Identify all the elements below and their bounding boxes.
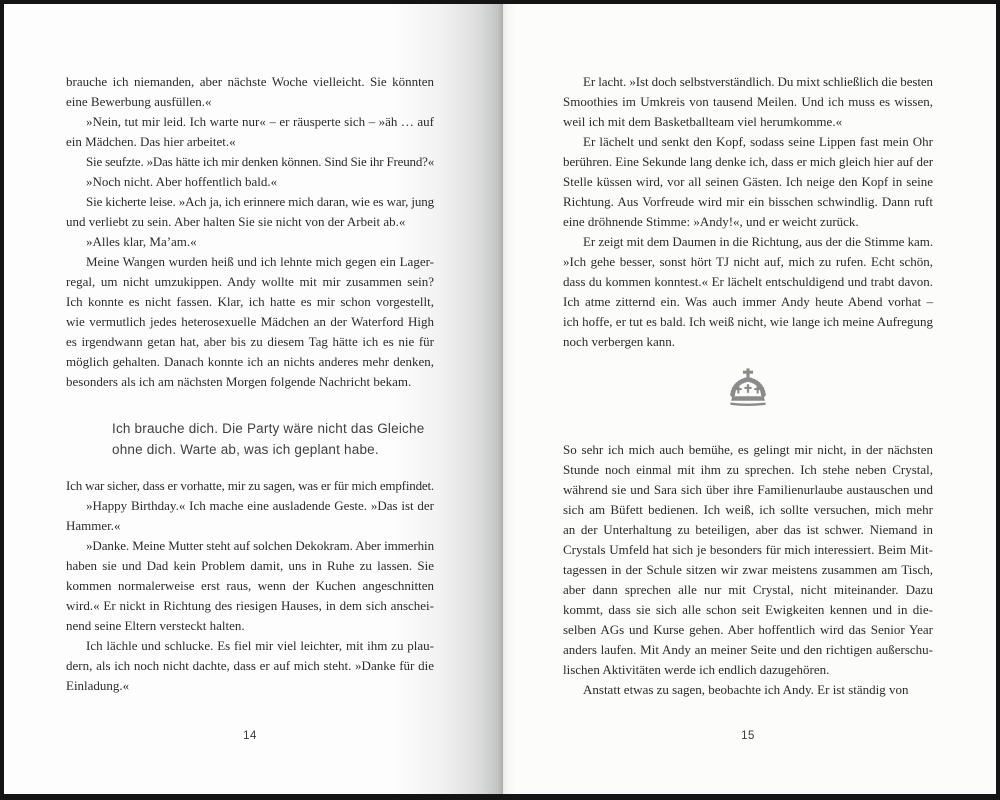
page-left	[4, 4, 503, 794]
text-line: brauche ich niemanden, aber nächste Woche vielleicht. Sie könnten	[66, 74, 434, 89]
text-line: nend seine Eltern versteckt halten.	[66, 618, 245, 633]
text-line: Hammer.«	[66, 518, 121, 533]
text-line: wie vermutlich jedes heterosexuelle Mädchen an der Waterford High	[66, 314, 434, 329]
text-line: wird.« Er nickt in Richtung des riesigen Hauses, in dem sich anschei-	[66, 598, 434, 613]
paragraph	[66, 72, 434, 112]
text-line: Crystals Umfeld hat sich je besonders für mich interessiert. Beim Mit-	[563, 542, 933, 557]
text-line: Er zeigt mit dem Daumen in die Richtung, aus der die Stimme kam.	[583, 234, 934, 249]
text-line: dass du kommen konntest.« Er lächelt entschuldigend und trabt davon.	[563, 274, 933, 289]
text-line: »Noch nicht. Aber hoffentlich bald.«	[86, 174, 278, 189]
text-line: »Alles klar, Ma’am.«	[86, 234, 197, 249]
page-number-left: 14	[243, 730, 257, 742]
text-line: Ich konnte es nicht fassen. Klar, ich hatte es mir schon vorgestellt,	[66, 294, 434, 309]
paragraph	[66, 536, 434, 636]
text-line: kommt, dass sie sich alle schon seit Ewigkeiten kennen und in die-	[563, 602, 933, 617]
paragraph	[66, 252, 434, 392]
text-line: haben sie und Dad kein Problem damit, uns in Ruhe zu lassen. Sie	[66, 558, 434, 573]
text-line: ein Mädchen. Das hier arbeitet.«	[66, 134, 236, 149]
text-line: Er lächelt und senkt den Kopf, sodass seine Lippen fast mein Ohr	[583, 134, 933, 149]
paragraph	[66, 192, 434, 232]
text-line: Sie kicherte leise. »Ach ja, ich erinnere mich daran, wie es war, jung	[86, 194, 435, 209]
text-line: lischen Aktivitäten werde ich endlich dazugehören.	[563, 662, 830, 677]
text-line: noch verbergen kann.	[563, 334, 676, 349]
message-block	[66, 418, 434, 460]
paragraph	[66, 496, 434, 536]
paragraph	[563, 232, 933, 352]
text-line: regal, um nicht umzukippen. Andy wollte mit mir zusammen sein?	[66, 274, 434, 289]
text-line: Ich lächle und schlucke. Es fiel mir viel leichter, mit ihm zu plau-	[86, 638, 434, 653]
text-line: weil ich mit dem Basketballteam viel herumkomme.«	[563, 114, 843, 129]
text-line: berühren. Eine Sekunde lang denke ich, dass er mich gleich hier auf der	[563, 154, 933, 169]
paragraph	[66, 232, 434, 252]
text-line: Richtung. Aus Vorfreude wird mir ein bisschen schwindlig. Dann ruft	[563, 194, 933, 209]
page-left-text	[66, 72, 434, 696]
text-line: während sie und Sara sich über ihre Familienurlaube austauschen und	[563, 482, 933, 497]
text-line: Einladung.«	[66, 678, 130, 693]
book-spread	[4, 4, 996, 794]
paragraph	[563, 72, 933, 132]
text-line: Meine Wangen wurden heiß und ich lehnte mich gegen ein Lager-	[86, 254, 434, 269]
text-line: Ich war sicher, dass er vorhatte, mir zu sagen, was er für mich empfindet.	[66, 478, 435, 493]
text-line: eine dröhnende Stimme: »Andy!«, und er weicht zurück.	[563, 214, 859, 229]
text-line: möglich gehalten. Danach konnte ich an nichts anderes mehr denken,	[66, 354, 434, 369]
text-line: Ich brauche dich. Die Party wäre nicht das Gleiche	[112, 421, 425, 436]
text-line: Stelle küssen wird, vor all seinen Gästen. Ich neige den Kopf in seine	[563, 174, 933, 189]
text-line: und verliebt zu sein. Aber halten Sie sie nicht von der Arbeit ab.«	[66, 214, 406, 229]
text-line: besonders als ich am nächsten Morgen folgende Nachricht bekam.	[66, 374, 412, 389]
text-line: Sie seufzte. »Das hätte ich mir denken können. Sind Sie ihr Freund?«	[86, 154, 434, 169]
text-line: aber dann sprechen alle nur mit Crystal, nicht miteinander. Dazu	[563, 582, 934, 597]
paragraph	[66, 152, 434, 172]
paragraph	[66, 172, 434, 192]
text-line: selben AGs und Kurse gehen. Aber hoffentlich wird das Senior Year	[563, 622, 933, 637]
text-line: Er lacht. »Ist doch selbstverständlich. Du mixt schließlich die besten	[583, 74, 933, 89]
text-line: »Nein, tut mir leid. Ich warte nur« – er räusperte sich – »äh … auf	[86, 114, 434, 129]
text-line: ich hoffe, er tut es bald. Ich weiß nicht, wie lange ich meine Aufregung	[563, 314, 933, 329]
paragraph	[563, 132, 933, 232]
text-line: Smoothies im Umkreis von tausend Meilen. Und ich muss es wissen,	[563, 94, 933, 109]
paragraph	[66, 476, 434, 496]
paragraph	[563, 680, 933, 700]
crown-icon	[726, 366, 770, 410]
text-line: Stunde noch einmal mit ihm zu sprechen. Ich stehe neben Crystal,	[563, 462, 933, 477]
page-number-right: 15	[741, 730, 755, 742]
text-line: »Happy Birthday.« Ich mache eine ausladende Geste. »Das ist der	[86, 498, 434, 513]
text-line: anders laufen. Mit Andy an meiner Seite und den richtigen außerschu-	[563, 642, 933, 657]
text-line: tagessen in der Schule sitzen wir zwar meistens zusammen am Tisch,	[563, 562, 934, 577]
text-line: Anstatt etwas zu sagen, beobachte ich Andy. Er ist ständig von	[583, 682, 909, 697]
paragraph	[66, 112, 434, 152]
text-line: sich am Büfett bedienen. Ich weiß, ich sollte versuchen, mich mehr	[563, 502, 933, 517]
paragraph	[66, 636, 434, 696]
text-line: es irgendwann getan hat, aber bis zu diesem Tag hätte ich es nie für	[66, 334, 434, 349]
page-right	[503, 4, 996, 794]
text-line: So sehr ich mich auch bemühe, es gelingt mir nicht, in der nächsten	[563, 442, 933, 457]
page-right-text	[563, 72, 933, 700]
text-line: eine Bewerbung ausfüllen.«	[66, 94, 212, 109]
text-line: ohne dich. Warte ab, was ich geplant habe.	[112, 442, 379, 457]
text-line: dern, als ich noch nicht dachte, dass er auf mich steht. »Danke für die	[66, 658, 434, 673]
section-divider	[563, 366, 933, 410]
paragraph	[563, 440, 933, 680]
text-line: »Danke. Meine Mutter steht auf solchen Dekokram. Aber immerhin	[86, 538, 434, 553]
text-line: Ich atme zitternd ein. Was auch immer Andy heute Abend vorhat –	[563, 294, 933, 309]
text-line: »Ich gehe besser, sonst hört TJ nicht auf, mich zu rufen. Echt schön,	[563, 254, 933, 269]
text-line: an der Unterhaltung zu beteiligen, aber das ist schwer. Niemand in	[563, 522, 933, 537]
text-line: kommen normalerweise erst raus, wenn der Kuchen angeschnitten	[66, 578, 434, 593]
